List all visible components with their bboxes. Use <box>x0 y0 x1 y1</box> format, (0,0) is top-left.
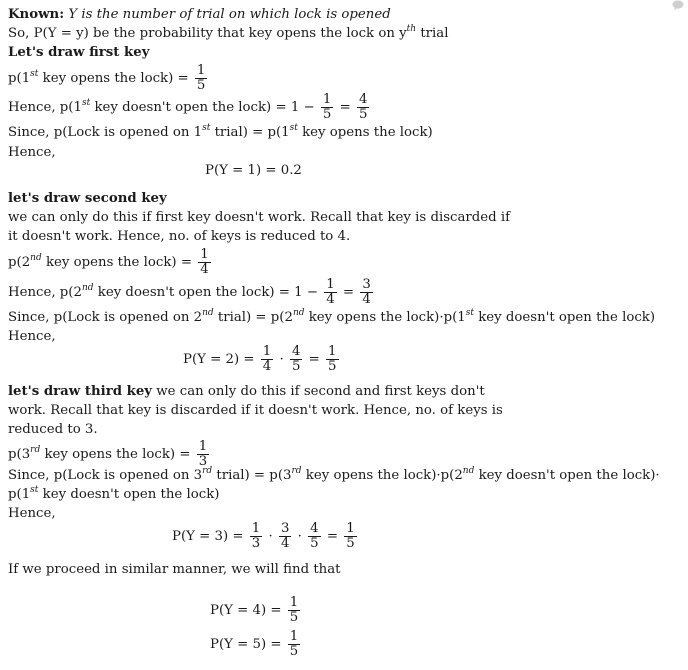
k1n-fraction-2 <box>357 93 369 122</box>
p5-fraction <box>288 630 300 659</box>
p3-fraction-3 <box>308 522 320 551</box>
p3-f4-den: 5 <box>346 536 355 551</box>
k2-num: 1 <box>200 247 209 262</box>
k2-b: key opens the lock) = <box>45 255 192 270</box>
since3-c: key opens the lock)·p(2 <box>305 468 463 483</box>
k3-den: 3 <box>198 454 208 469</box>
p1-equation: P(Y = 1) = 0.2 <box>205 163 302 178</box>
p4-num: 1 <box>289 595 299 610</box>
k1-sup: st <box>30 68 39 79</box>
p3-line-3: reduced to 3. <box>8 422 98 437</box>
p3-fraction-4 <box>344 522 356 551</box>
since2-b: trial) = p(2 <box>217 310 293 325</box>
k3-line <box>8 440 211 469</box>
k2n-a: Hence, p(2 <box>8 285 82 300</box>
p4-fraction <box>288 596 300 625</box>
k2n-f1-den: 4 <box>326 292 335 307</box>
p3-f3-num: 4 <box>310 521 319 536</box>
since3-sup1: rd <box>202 465 213 476</box>
since1-c: key opens the lock) <box>302 125 433 140</box>
since3-f: key doesn't open the lock) <box>42 487 220 502</box>
k1n-f1-num: 1 <box>322 92 332 107</box>
since3-a: Since, p(Lock is opened on 3 <box>8 468 203 483</box>
p2-f3-den: 5 <box>328 359 337 374</box>
k2-sup: nd <box>30 252 42 263</box>
since1-sup2: st <box>289 122 298 133</box>
p4-den: 5 <box>289 610 299 625</box>
k2-line <box>8 248 213 277</box>
hence1: Hence, <box>8 145 56 160</box>
p3-a: P(Y = 3) = <box>172 529 244 544</box>
p3-fraction-1 <box>250 522 262 551</box>
p2-line-2: it doesn't work. Hence, no. of keys is reduced to 4. <box>8 229 351 244</box>
p3-line-1: we can only do this if second and first keys don't <box>156 384 485 399</box>
k3-sup: rd <box>30 444 41 455</box>
k1n-a: Hence, p(1 <box>8 100 82 115</box>
k1n-fraction-1 <box>321 93 333 122</box>
p2-f1-den: 4 <box>262 359 272 374</box>
p5-equation <box>210 630 302 659</box>
since2-sup2: nd <box>292 307 305 318</box>
p3-f1-num: 1 <box>251 521 261 536</box>
since3-line-1 <box>8 467 660 485</box>
k2n-sup: nd <box>81 282 94 293</box>
k2n-f1-num: 1 <box>326 277 335 292</box>
p3-f2-den: 4 <box>280 536 290 551</box>
k2n-fraction-2 <box>360 278 372 307</box>
k2n-fraction-1 <box>324 278 336 307</box>
k2n-b: key doesn't open the lock) = 1 − <box>97 285 318 300</box>
p3-line-2: work. Recall that key is discarded if it doesn't work. Hence, no. of keys is <box>8 403 503 418</box>
p3-dot-2: · <box>297 529 302 544</box>
since3-line-2 <box>8 486 219 504</box>
p2-f2-den: 5 <box>291 359 301 374</box>
p4-a: P(Y = 4) = <box>210 603 282 618</box>
k1n-b: key doesn't open the lock) = 1 − <box>94 100 315 115</box>
so-sup: th <box>406 23 417 34</box>
p3-f3-den: 5 <box>310 536 319 551</box>
k2n-f2-den: 4 <box>362 292 371 307</box>
known-line <box>8 6 391 24</box>
k3-fraction <box>197 440 209 469</box>
heading-first-key: Let's draw first key <box>8 45 150 60</box>
since2-c: key opens the lock)·p(1 <box>308 310 466 325</box>
p2-dot: · <box>279 352 284 367</box>
p2-fraction-2 <box>290 345 302 374</box>
so-text: So, P(Y = y) be the probability that key opens the lock on y <box>8 26 407 41</box>
since1-sup1: st <box>202 122 211 133</box>
k1-num: 1 <box>196 63 206 78</box>
k1-line <box>8 64 209 93</box>
since2-line <box>8 309 655 327</box>
known-label: Known: <box>8 7 65 22</box>
k1n-eq: = <box>339 100 351 115</box>
so-line <box>8 25 448 43</box>
since1-b: trial) = p(1 <box>214 125 290 140</box>
so-end: trial <box>420 26 449 41</box>
k1-b: key opens the lock) = <box>42 71 189 86</box>
p3-equation <box>172 522 359 551</box>
k2-den: 4 <box>200 262 209 277</box>
p5-num: 1 <box>289 629 299 644</box>
p3-f2-num: 3 <box>280 521 290 536</box>
heading-third-key: let's draw third key <box>8 384 153 399</box>
p2-f2-num: 4 <box>291 344 301 359</box>
k1n-sup: st <box>81 97 91 108</box>
k2-fraction <box>198 248 210 277</box>
p4-equation <box>210 596 302 625</box>
p5-a: P(Y = 5) = <box>210 637 282 652</box>
comment-icon[interactable] <box>672 0 684 10</box>
since2-d: key doesn't open the lock) <box>478 310 656 325</box>
k2n-line <box>8 278 375 307</box>
k1-fraction <box>195 64 207 93</box>
since3-sup2: rd <box>291 465 302 476</box>
k1n-f2-den: 5 <box>359 107 368 122</box>
p3-eq: = <box>326 529 338 544</box>
third-key-line-1 <box>8 383 485 401</box>
k3-num: 1 <box>198 439 208 454</box>
since3-e: p(1 <box>8 487 31 502</box>
k1n-f1-den: 5 <box>322 107 332 122</box>
k2-a: p(2 <box>8 255 31 270</box>
since1-a: Since, p(Lock is opened on 1 <box>8 125 203 140</box>
hence3: Hence, <box>8 506 56 521</box>
p2-line-1: we can only do this if first key doesn't work. Recall that key is discarded if <box>8 210 511 225</box>
k1n-f2-num: 4 <box>359 92 368 107</box>
k1-a: p(1 <box>8 71 31 86</box>
k2n-f2-num: 3 <box>362 277 371 292</box>
p3-dot-1: · <box>268 529 273 544</box>
proceed-line: If we proceed in similar manner, we will find that <box>8 562 341 577</box>
k3-a: p(3 <box>8 447 31 462</box>
p3-f4-num: 1 <box>346 521 355 536</box>
p3-f1-den: 3 <box>251 536 261 551</box>
p2-fraction-3 <box>326 345 338 374</box>
k2n-eq: = <box>342 285 355 300</box>
hence2: Hence, <box>8 329 56 344</box>
since3-sup4: st <box>30 484 39 495</box>
since3-d: key doesn't open the lock)· <box>478 468 660 483</box>
since1-line <box>8 124 433 142</box>
since2-sup1: nd <box>202 307 214 318</box>
k1n-line <box>8 93 371 122</box>
since3-sup3: nd <box>462 465 475 476</box>
known-text: Y is the number of trial on which lock is opened <box>68 7 391 22</box>
since3-b: trial) = p(3 <box>216 468 292 483</box>
p3-fraction-2 <box>279 522 291 551</box>
p2-fraction-1 <box>261 345 273 374</box>
since2-sup3: st <box>465 307 475 318</box>
k3-b: key opens the lock) = <box>44 447 191 462</box>
p2-equation <box>183 345 341 374</box>
since2-a: Since, p(Lock is opened on 2 <box>8 310 203 325</box>
heading-second-key: let's draw second key <box>8 191 167 206</box>
p5-den: 5 <box>289 644 299 659</box>
p2-f1-num: 1 <box>262 344 272 359</box>
p2-a: P(Y = 2) = <box>183 352 255 367</box>
k1-den: 5 <box>196 78 206 93</box>
p2-eq: = <box>308 352 320 367</box>
p2-f3-num: 1 <box>328 344 337 359</box>
